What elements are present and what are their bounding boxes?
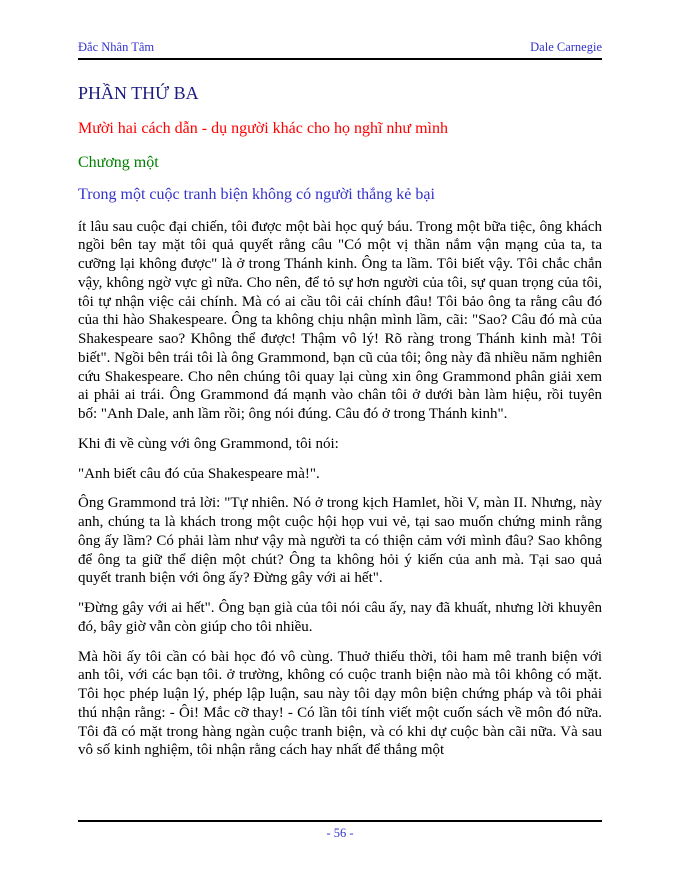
chapter-title: Trong một cuộc tranh biện không có người thắng kẻ bại: [78, 185, 435, 203]
section-title: Mười hai cách dẫn - dụ người khác cho họ nghĩ như mình: [78, 119, 448, 137]
page-number: - 56 -: [326, 826, 354, 840]
part-title: PHẦN THỨ BA: [78, 83, 199, 103]
body-text: [78, 218, 602, 761]
body-paragraph: Ông Grammond trả lời: "Tự nhiên. Nó ở trong kịch Hamlet, hồi V, màn II. Nhưng, này anh, chúng ta là khách trong một cuộc hội họp vui vẻ, tại sao muốn chứng minh rằng ông ấy lầm? Có phải làm như vậy mà người ta có thiện cảm với mình đâu? Sao không để ông ta giữ thể diện một chút? Ông ta không hỏi ý kiến của anh mà. Tại sao quả quyết tranh biện với ông ấy? Đừng gây với ai hết".: [78, 495, 602, 587]
header-book-title: Đắc Nhân Tâm: [78, 40, 155, 54]
page-header: [78, 40, 602, 60]
body-paragraph: "Đừng gây với ai hết". Ông bạn già của tôi nói câu ấy, nay đã khuất, nhưng lời khuyên đó, bây giờ vẫn còn giúp cho tôi nhiều.: [78, 600, 602, 635]
body-paragraph: Mà hồi ấy tôi cần có bài học đó vô cùng. Thuở thiếu thời, tôi ham mê tranh biện với anh tôi, với các bạn tôi. ở trường, không có cuộc tranh biện nào mà tôi không có mặt. Tôi học phép luận lý, phép lập luận, sau này tôi dạy môn biện chứng pháp và tôi phải thú nhận rằng: - Ôi! Mắc cỡ thay! - Có lần tôi tính viết một cuốn sách về môn đó nữa. Tôi đã có mặt trong hàng ngàn cuộc tranh biện, và có khi dự cuộc bàn cãi nữa. Và sau vô số kinh nghiệm, tôi nhận rằng cách hay nhất để thắng một: [78, 648, 602, 759]
body-paragraph: ít lâu sau cuộc đại chiến, tôi được một bài học quý báu. Trong một bữa tiệc, ông khách ngồi bên tay mặt tôi quả quyết rằng câu "Có một vị thần nắm vận mạng của ta, ta cưỡng lại không được" là ở trong Thánh kinh. Ông ta lầm. Tôi biết vậy. Tôi chắc chắn vậy, không ngờ vực gì nữa. Cho nên, để tỏ sự hơn người của tôi, sự quan trọng của tôi, tôi tự nhận việc cải chính. Mà có ai cầu tôi cải chính đâu! Tôi bảo ông ta rằng câu đó của thi hào Shakespeare. Ông ta không chịu nhận mình lầm, cãi: "Sao? Câu đó mà của Shakespeare sao? Không thể được! Thậm vô lý! Rõ ràng trong Thánh kinh mà! Tôi biết". Ngồi bên trái tôi là ông Grammond, bạn cũ của tôi; ông này đã nhiều năm nghiên cứu Shakespeare. Cho nên chúng tôi quay lại cùng xin ông Grammond phân giải xem ai phải ai trái. Ông Grammond đá mạnh vào chân tôi ở dưới bàn làm hiệu, rồi tuyên bố: "Anh Dale, anh lầm rồi; ông nói đúng. Câu đó ở trong Thánh kinh".: [78, 218, 602, 423]
header-author: Dale Carnegie: [530, 40, 602, 54]
body-paragraph: "Anh biết câu đó của Shakespeare mà!".: [78, 465, 320, 482]
page-footer: [78, 820, 602, 842]
body-paragraph: Khi đi về cùng với ông Grammond, tôi nói:: [78, 435, 339, 452]
chapter-label: Chương một: [78, 153, 159, 171]
